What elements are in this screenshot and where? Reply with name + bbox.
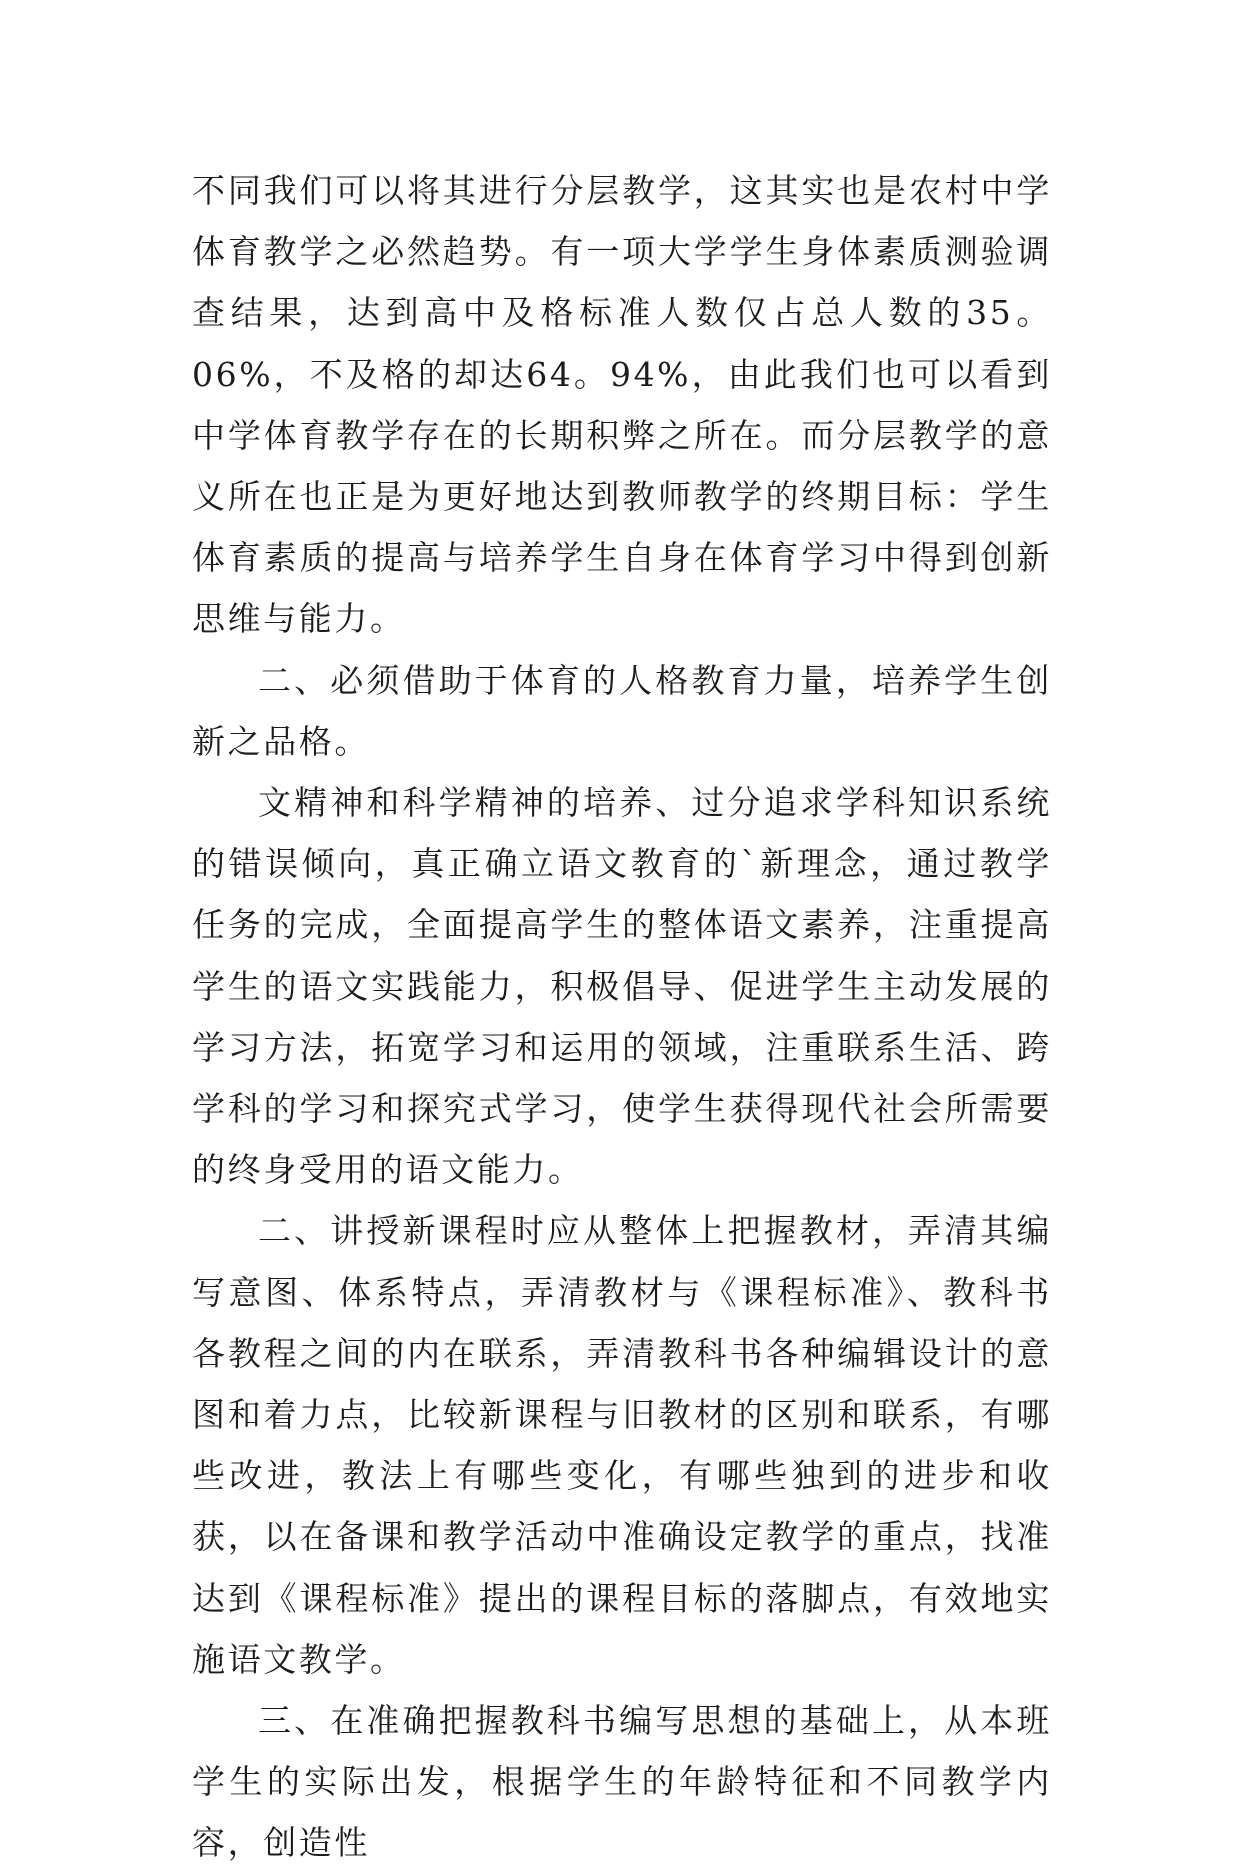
paragraph-heading-two-curriculum: 二、讲授新课程时应从整体上把握教材，弄清其编写意图、体系特点，弄清教材与《课程标准》、教科书各教程之间的内在联系，弄清教科书各种编辑设计的意图和着力点，比较新课程与旧教材的区别和联系，有哪些改进，教法上有哪些变化，有哪些独到的进步和收获，以在备课和教学活动中准确设定教学的重点，找准达到《课程标准》提出的课程目标的落脚点，有效地实施语文教学。 [192,1211,1052,1679]
body-text [192,160,1052,1874]
paragraph-continuation: 不同我们可以将其进行分层教学，这其实也是农村中学体育教学之必然趋势。有一项大学学生身体素质测验调查结果，达到高中及格标准人数仅占总人数的35。06%，不及格的却达64。94%，由此我们也可以看到中学体育教学存在的长期积弊之所在。而分层教学的意义所在也正是为更好地达到教师教学的终期目标：学生体育素质的提高与培养学生自身在体育学习中得到创新思维与能力。 [192,171,1052,639]
paragraph-heading-two-personality: 二、必须借助于体育的人格教育力量，培养学生创新之品格。 [192,660,1052,761]
paragraph-heading-three: 三、在准确把握教科书编写思想的基础上，从本班学生的实际出发，根据学生的年龄特征和不同教学内容，创造性 [192,1701,1052,1863]
paragraph-language-spirit: 文精神和科学精神的培养、过分追求学科知识系统的错误倾向，真正确立语文教育的`新理念，通过教学任务的完成，全面提高学生的整体语文素养，注重提高学生的语文实践能力，积极倡导、促进学生主动发展的学习方法，拓宽学习和运用的领域，注重联系生活、跨学科的学习和探究式学习，使学生获得现代社会所需要的终身受用的语文能力。 [192,783,1052,1190]
